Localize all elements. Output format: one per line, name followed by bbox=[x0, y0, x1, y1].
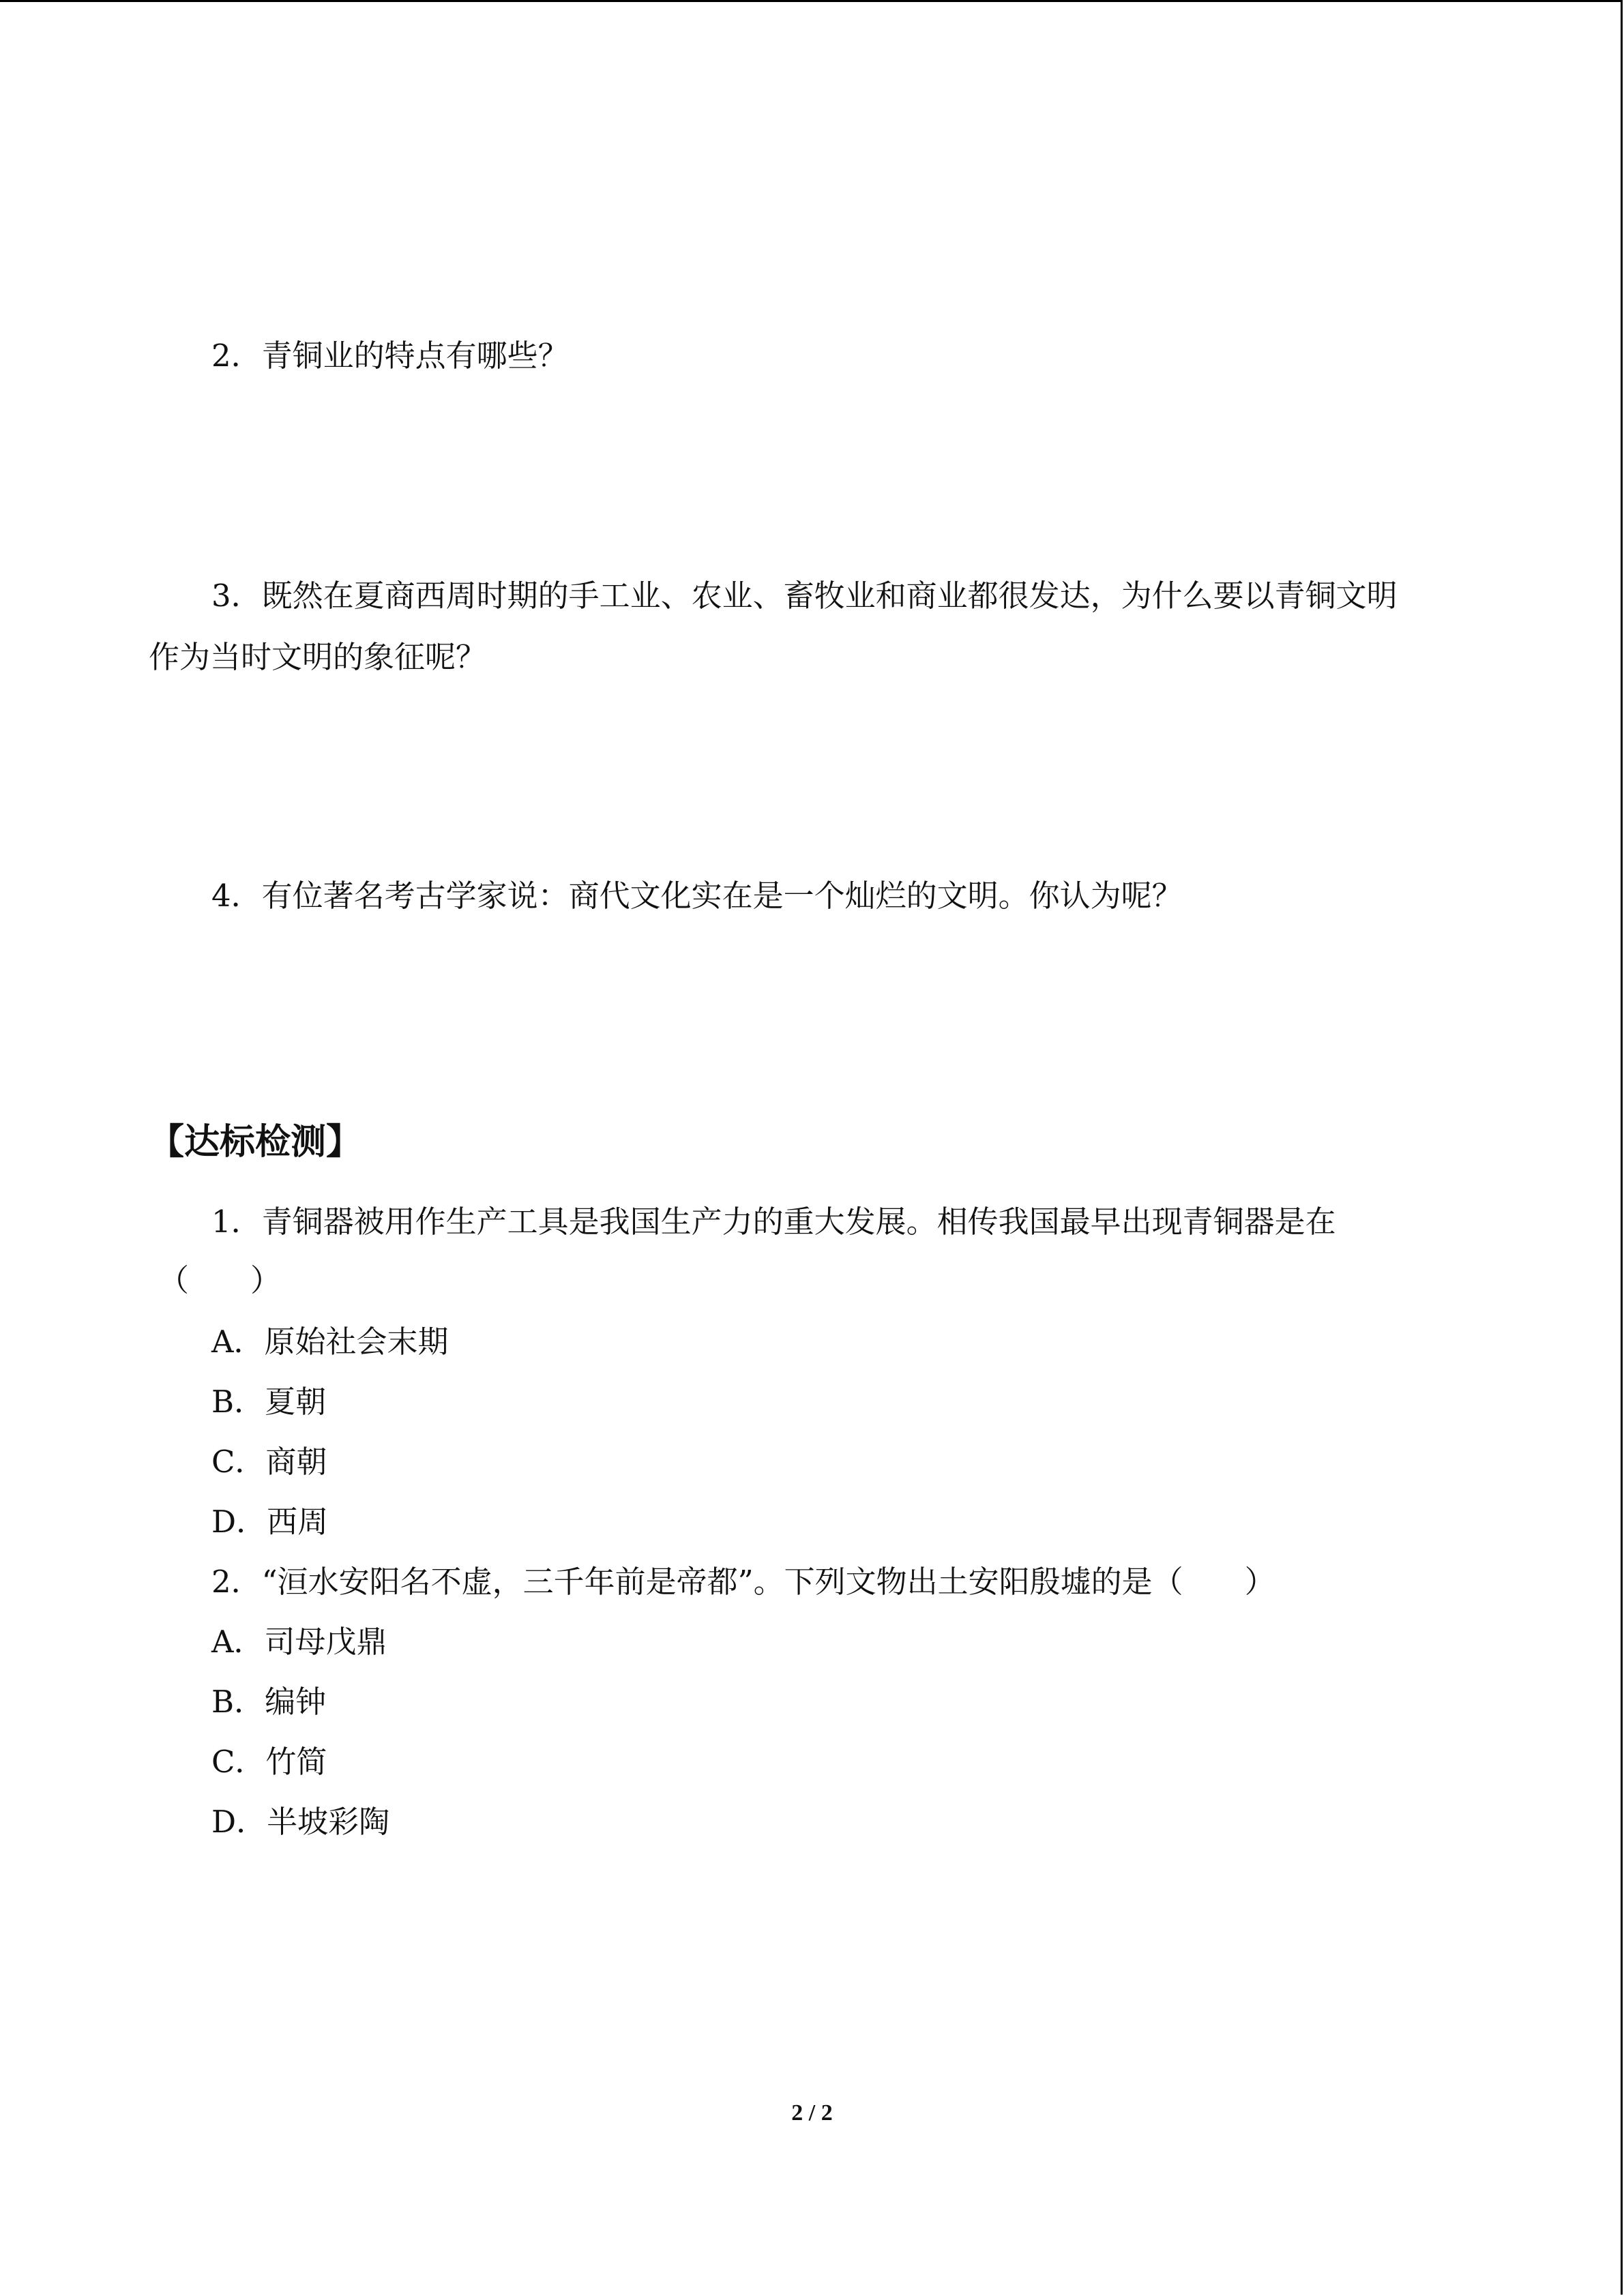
question-3-line-2: 作为当时文明的象征呢？ bbox=[149, 639, 487, 675]
page-number: 2 / 2 bbox=[791, 2100, 833, 2126]
mc2-option-b: B．编钟 bbox=[211, 1684, 327, 1720]
mc1-stem-line-1: 1．青铜器被用作生产工具是我国生产力的重大发展。相传我国最早出现青铜器是在 bbox=[211, 1204, 1336, 1240]
mc1-stem-line-2: （ ） bbox=[158, 1262, 282, 1298]
mc1-option-a: A．原始社会末期 bbox=[211, 1324, 449, 1360]
mc1-option-d: D．西周 bbox=[211, 1504, 329, 1540]
question-4: 4．有位著名考古学家说：商代文化实在是一个灿烂的文明。你认为呢？ bbox=[211, 878, 1183, 914]
mc2-option-c: C．竹简 bbox=[211, 1744, 327, 1780]
mc2-stem: 2．“洹水安阳名不虚，三千年前是帝都”。下列文物出土安阳殷墟的是（ ） bbox=[211, 1564, 1275, 1600]
mc2-option-d: D．半坡彩陶 bbox=[211, 1804, 390, 1840]
question-2: 2．青铜业的特点有哪些？ bbox=[211, 338, 569, 374]
mc1-option-b: B．夏朝 bbox=[211, 1384, 327, 1420]
question-3-line-1: 3．既然在夏商西周时期的手工业、农业、畜牧业和商业都很发达，为什么要以青铜文明 bbox=[211, 578, 1398, 614]
section-heading: 【达标检测】 bbox=[149, 1122, 362, 1163]
mc2-option-a: A．司母戊鼎 bbox=[211, 1624, 387, 1660]
mc1-option-c: C．商朝 bbox=[211, 1444, 327, 1480]
